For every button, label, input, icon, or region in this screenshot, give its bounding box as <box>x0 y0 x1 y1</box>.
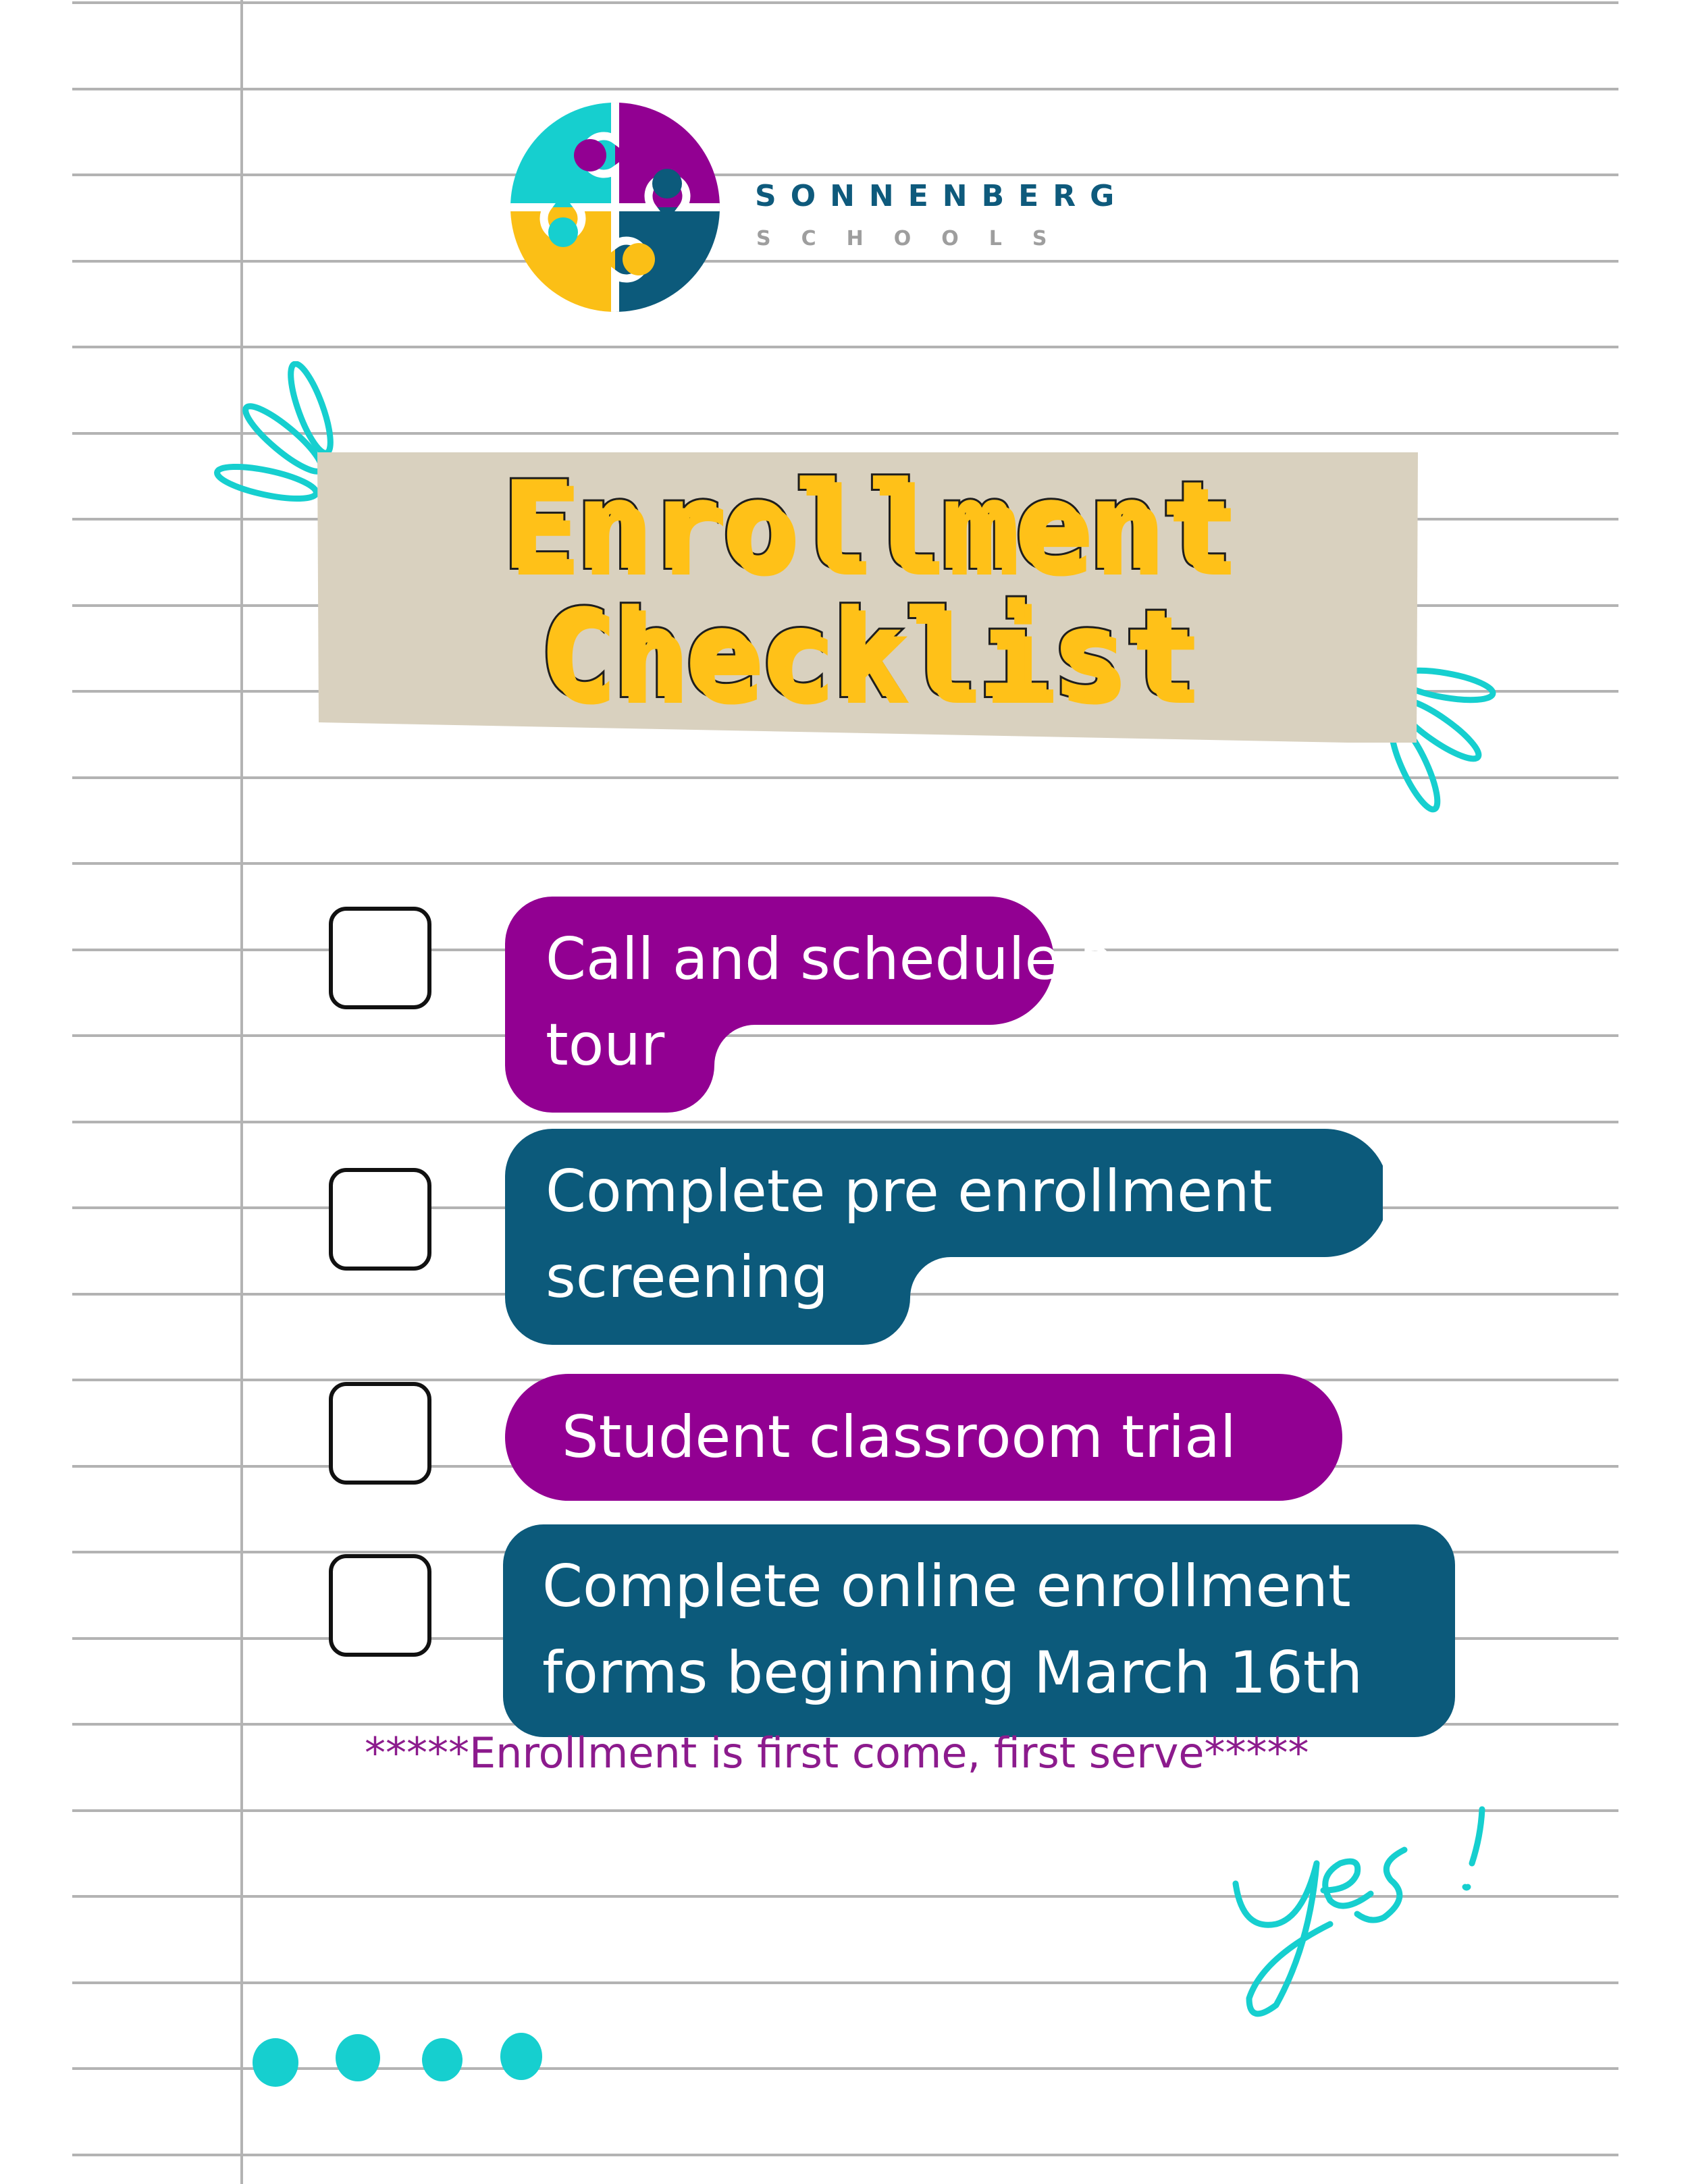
dots-decoration <box>243 2029 567 2089</box>
brand-name: SONNENBERG <box>755 179 1129 213</box>
page-title-line-2: Checklist <box>538 584 1197 725</box>
ruled-line <box>72 260 1618 263</box>
ruled-line <box>72 1 1618 4</box>
ruled-line <box>72 862 1618 865</box>
item-text: Complete online enrollment <box>542 1553 1351 1620</box>
checkbox-1[interactable] <box>329 907 431 1009</box>
margin-line <box>240 0 243 2184</box>
checkbox-3[interactable] <box>329 1382 431 1485</box>
page-title-line-1: Enrollment <box>502 456 1234 597</box>
ruled-line <box>72 174 1618 176</box>
puzzle-logo-icon <box>510 103 720 312</box>
item-text: forms beginning March 16th <box>542 1639 1363 1707</box>
checkbox-2[interactable] <box>329 1168 431 1271</box>
item-text: Call and schedule a <box>546 926 1115 993</box>
ruled-line <box>72 346 1618 348</box>
ruled-line <box>72 88 1618 90</box>
checkbox-4[interactable] <box>329 1554 431 1657</box>
ruled-line <box>72 2154 1618 2156</box>
item-text: Complete pre enrollment <box>546 1158 1273 1225</box>
item-text: Student classroom trial <box>562 1404 1236 1471</box>
enrollment-note: *****Enrollment is first come, first serve***** <box>365 1728 1309 1778</box>
ruled-line <box>72 1121 1618 1123</box>
item-text: screening <box>546 1244 828 1311</box>
brand-subtitle: SCHOOLS <box>756 227 1078 250</box>
item-text: tour <box>546 1011 665 1079</box>
handwritten-yes <box>1222 1803 1526 2025</box>
